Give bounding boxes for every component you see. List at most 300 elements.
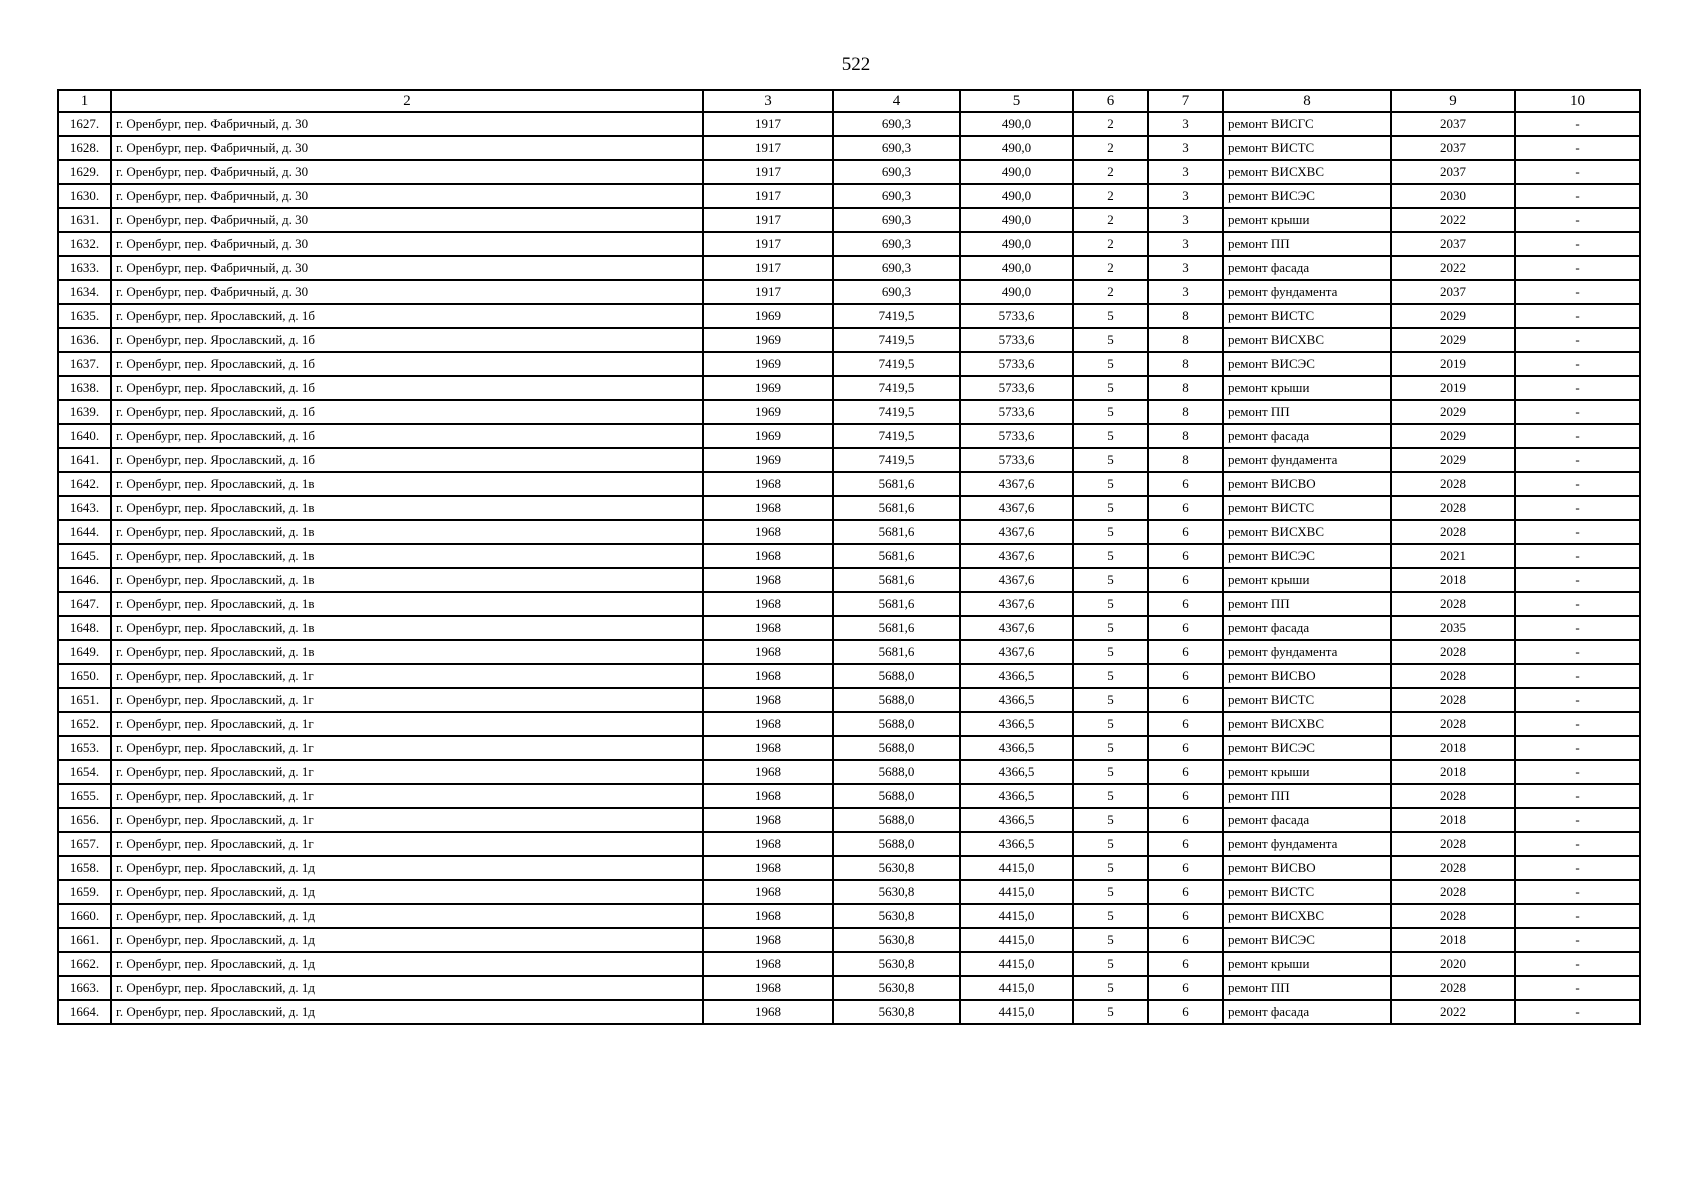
entrances-cell: 6	[1148, 568, 1223, 592]
total-area-cell: 5681,6	[833, 592, 960, 616]
entrances-cell: 6	[1148, 640, 1223, 664]
total-area-cell: 5688,0	[833, 832, 960, 856]
planned-year-cell: 2028	[1391, 592, 1515, 616]
floors-cell: 2	[1073, 112, 1148, 136]
address-cell: г. Оренбург, пер. Ярославский, д. 1г	[111, 736, 703, 760]
total-area-cell: 5688,0	[833, 664, 960, 688]
table-row	[58, 712, 1640, 736]
entrances-cell: 3	[1148, 184, 1223, 208]
address-cell: г. Оренбург, пер. Ярославский, д. 1г	[111, 832, 703, 856]
note-cell: -	[1515, 232, 1640, 256]
work-type-cell: ремонт крыши	[1223, 760, 1391, 784]
row-number-cell: 1661.	[58, 928, 111, 952]
row-number-cell: 1640.	[58, 424, 111, 448]
work-type-cell: ремонт фасада	[1223, 808, 1391, 832]
table-row	[58, 496, 1640, 520]
row-number-cell: 1631.	[58, 208, 111, 232]
total-area-cell: 7419,5	[833, 400, 960, 424]
row-number-cell: 1629.	[58, 160, 111, 184]
address-cell: г. Оренбург, пер. Фабричный, д. 30	[111, 232, 703, 256]
row-number-cell: 1638.	[58, 376, 111, 400]
note-cell: -	[1515, 616, 1640, 640]
note-cell: -	[1515, 784, 1640, 808]
entrances-cell: 6	[1148, 928, 1223, 952]
address-cell: г. Оренбург, пер. Ярославский, д. 1г	[111, 712, 703, 736]
year-built-cell: 1917	[703, 160, 833, 184]
living-area-cell: 4415,0	[960, 1000, 1073, 1024]
note-cell: -	[1515, 976, 1640, 1000]
address-cell: г. Оренбург, пер. Фабричный, д. 30	[111, 184, 703, 208]
table-row	[58, 424, 1640, 448]
total-area-cell: 5688,0	[833, 712, 960, 736]
floors-cell: 5	[1073, 304, 1148, 328]
planned-year-cell: 2037	[1391, 232, 1515, 256]
year-built-cell: 1968	[703, 592, 833, 616]
year-built-cell: 1968	[703, 616, 833, 640]
table-row	[58, 328, 1640, 352]
planned-year-cell: 2028	[1391, 856, 1515, 880]
planned-year-cell: 2037	[1391, 280, 1515, 304]
work-type-cell: ремонт фасада	[1223, 256, 1391, 280]
planned-year-cell: 2019	[1391, 376, 1515, 400]
planned-year-cell: 2021	[1391, 544, 1515, 568]
table-row	[58, 184, 1640, 208]
table-body	[58, 112, 1640, 1024]
planned-year-cell: 2028	[1391, 832, 1515, 856]
note-cell: -	[1515, 640, 1640, 664]
work-type-cell: ремонт ВИСЭС	[1223, 184, 1391, 208]
table-row	[58, 160, 1640, 184]
work-type-cell: ремонт ВИСЭС	[1223, 736, 1391, 760]
total-area-cell: 5630,8	[833, 904, 960, 928]
address-cell: г. Оренбург, пер. Ярославский, д. 1д	[111, 976, 703, 1000]
work-type-cell: ремонт ВИСХВС	[1223, 712, 1391, 736]
living-area-cell: 4415,0	[960, 952, 1073, 976]
note-cell: -	[1515, 664, 1640, 688]
year-built-cell: 1968	[703, 640, 833, 664]
note-cell: -	[1515, 472, 1640, 496]
address-cell: г. Оренбург, пер. Фабричный, д. 30	[111, 208, 703, 232]
work-type-cell: ремонт ПП	[1223, 784, 1391, 808]
work-type-cell: ремонт ВИСВО	[1223, 856, 1391, 880]
entrances-cell: 8	[1148, 424, 1223, 448]
note-cell: -	[1515, 544, 1640, 568]
work-type-cell: ремонт фасада	[1223, 1000, 1391, 1024]
note-cell: -	[1515, 928, 1640, 952]
living-area-cell: 4415,0	[960, 880, 1073, 904]
total-area-cell: 690,3	[833, 256, 960, 280]
work-type-cell: ремонт ВИСЭС	[1223, 352, 1391, 376]
row-number-cell: 1635.	[58, 304, 111, 328]
address-cell: г. Оренбург, пер. Ярославский, д. 1б	[111, 376, 703, 400]
table-row	[58, 400, 1640, 424]
work-type-cell: ремонт ВИСТС	[1223, 496, 1391, 520]
row-number-cell: 1647.	[58, 592, 111, 616]
address-cell: г. Оренбург, пер. Фабричный, д. 30	[111, 160, 703, 184]
note-cell: -	[1515, 592, 1640, 616]
year-built-cell: 1968	[703, 880, 833, 904]
living-area-cell: 490,0	[960, 232, 1073, 256]
column-header: 4	[833, 90, 960, 112]
living-area-cell: 4366,5	[960, 688, 1073, 712]
planned-year-cell: 2037	[1391, 160, 1515, 184]
floors-cell: 5	[1073, 640, 1148, 664]
living-area-cell: 4367,6	[960, 592, 1073, 616]
table-row	[58, 808, 1640, 832]
note-cell: -	[1515, 832, 1640, 856]
entrances-cell: 6	[1148, 976, 1223, 1000]
year-built-cell: 1968	[703, 832, 833, 856]
living-area-cell: 4367,6	[960, 568, 1073, 592]
living-area-cell: 5733,6	[960, 376, 1073, 400]
total-area-cell: 5688,0	[833, 688, 960, 712]
year-built-cell: 1968	[703, 472, 833, 496]
floors-cell: 5	[1073, 688, 1148, 712]
note-cell: -	[1515, 568, 1640, 592]
total-area-cell: 7419,5	[833, 376, 960, 400]
table-row	[58, 760, 1640, 784]
work-type-cell: ремонт фундамента	[1223, 280, 1391, 304]
address-cell: г. Оренбург, пер. Ярославский, д. 1г	[111, 760, 703, 784]
total-area-cell: 5688,0	[833, 736, 960, 760]
entrances-cell: 6	[1148, 904, 1223, 928]
row-number-cell: 1637.	[58, 352, 111, 376]
planned-year-cell: 2029	[1391, 328, 1515, 352]
table-row	[58, 376, 1640, 400]
address-cell: г. Оренбург, пер. Ярославский, д. 1в	[111, 568, 703, 592]
year-built-cell: 1917	[703, 136, 833, 160]
work-type-cell: ремонт ВИСХВС	[1223, 328, 1391, 352]
floors-cell: 5	[1073, 1000, 1148, 1024]
column-header: 3	[703, 90, 833, 112]
planned-year-cell: 2028	[1391, 880, 1515, 904]
total-area-cell: 5630,8	[833, 976, 960, 1000]
planned-year-cell: 2022	[1391, 1000, 1515, 1024]
note-cell: -	[1515, 328, 1640, 352]
address-cell: г. Оренбург, пер. Фабричный, д. 30	[111, 280, 703, 304]
total-area-cell: 5688,0	[833, 760, 960, 784]
living-area-cell: 5733,6	[960, 400, 1073, 424]
living-area-cell: 490,0	[960, 280, 1073, 304]
address-cell: г. Оренбург, пер. Фабричный, д. 30	[111, 136, 703, 160]
note-cell: -	[1515, 400, 1640, 424]
living-area-cell: 5733,6	[960, 448, 1073, 472]
address-cell: г. Оренбург, пер. Ярославский, д. 1д	[111, 928, 703, 952]
row-number-cell: 1650.	[58, 664, 111, 688]
note-cell: -	[1515, 136, 1640, 160]
note-cell: -	[1515, 280, 1640, 304]
work-type-cell: ремонт фундамента	[1223, 832, 1391, 856]
year-built-cell: 1968	[703, 784, 833, 808]
entrances-cell: 6	[1148, 856, 1223, 880]
floors-cell: 5	[1073, 784, 1148, 808]
row-number-cell: 1662.	[58, 952, 111, 976]
planned-year-cell: 2028	[1391, 664, 1515, 688]
year-built-cell: 1969	[703, 328, 833, 352]
row-number-cell: 1636.	[58, 328, 111, 352]
total-area-cell: 5630,8	[833, 856, 960, 880]
table-row	[58, 568, 1640, 592]
column-header: 8	[1223, 90, 1391, 112]
planned-year-cell: 2028	[1391, 712, 1515, 736]
row-number-cell: 1633.	[58, 256, 111, 280]
entrances-cell: 8	[1148, 352, 1223, 376]
total-area-cell: 7419,5	[833, 352, 960, 376]
address-cell: г. Оренбург, пер. Ярославский, д. 1б	[111, 400, 703, 424]
entrances-cell: 6	[1148, 688, 1223, 712]
note-cell: -	[1515, 736, 1640, 760]
row-number-cell: 1639.	[58, 400, 111, 424]
work-type-cell: ремонт ВИСХВС	[1223, 160, 1391, 184]
year-built-cell: 1917	[703, 208, 833, 232]
table-row	[58, 784, 1640, 808]
entrances-cell: 6	[1148, 712, 1223, 736]
note-cell: -	[1515, 496, 1640, 520]
note-cell: -	[1515, 856, 1640, 880]
year-built-cell: 1917	[703, 256, 833, 280]
floors-cell: 5	[1073, 808, 1148, 832]
row-number-cell: 1641.	[58, 448, 111, 472]
row-number-cell: 1654.	[58, 760, 111, 784]
page-number: 522	[841, 54, 871, 75]
planned-year-cell: 2018	[1391, 928, 1515, 952]
planned-year-cell: 2019	[1391, 352, 1515, 376]
row-number-cell: 1655.	[58, 784, 111, 808]
repair-schedule-table	[57, 89, 1641, 1025]
entrances-cell: 6	[1148, 808, 1223, 832]
row-number-cell: 1630.	[58, 184, 111, 208]
entrances-cell: 3	[1148, 208, 1223, 232]
floors-cell: 5	[1073, 664, 1148, 688]
address-cell: г. Оренбург, пер. Ярославский, д. 1г	[111, 688, 703, 712]
total-area-cell: 5681,6	[833, 640, 960, 664]
living-area-cell: 5733,6	[960, 328, 1073, 352]
planned-year-cell: 2030	[1391, 184, 1515, 208]
living-area-cell: 4415,0	[960, 976, 1073, 1000]
note-cell: -	[1515, 712, 1640, 736]
note-cell: -	[1515, 256, 1640, 280]
total-area-cell: 7419,5	[833, 304, 960, 328]
living-area-cell: 4367,6	[960, 544, 1073, 568]
year-built-cell: 1917	[703, 232, 833, 256]
total-area-cell: 690,3	[833, 232, 960, 256]
row-number-cell: 1628.	[58, 136, 111, 160]
note-cell: -	[1515, 952, 1640, 976]
year-built-cell: 1969	[703, 400, 833, 424]
table-row	[58, 112, 1640, 136]
living-area-cell: 4366,5	[960, 712, 1073, 736]
floors-cell: 5	[1073, 952, 1148, 976]
entrances-cell: 6	[1148, 592, 1223, 616]
total-area-cell: 690,3	[833, 184, 960, 208]
address-cell: г. Оренбург, пер. Ярославский, д. 1в	[111, 616, 703, 640]
year-built-cell: 1968	[703, 1000, 833, 1024]
address-cell: г. Оренбург, пер. Ярославский, д. 1б	[111, 304, 703, 328]
year-built-cell: 1968	[703, 568, 833, 592]
year-built-cell: 1968	[703, 976, 833, 1000]
planned-year-cell: 2029	[1391, 304, 1515, 328]
table-row	[58, 544, 1640, 568]
address-cell: г. Оренбург, пер. Ярославский, д. 1в	[111, 496, 703, 520]
planned-year-cell: 2018	[1391, 568, 1515, 592]
floors-cell: 5	[1073, 832, 1148, 856]
column-header: 5	[960, 90, 1073, 112]
work-type-cell: ремонт ПП	[1223, 400, 1391, 424]
note-cell: -	[1515, 424, 1640, 448]
table-row	[58, 136, 1640, 160]
work-type-cell: ремонт ПП	[1223, 976, 1391, 1000]
floors-cell: 5	[1073, 472, 1148, 496]
year-built-cell: 1968	[703, 952, 833, 976]
note-cell: -	[1515, 760, 1640, 784]
work-type-cell: ремонт ВИСТС	[1223, 880, 1391, 904]
note-cell: -	[1515, 352, 1640, 376]
work-type-cell: ремонт ПП	[1223, 232, 1391, 256]
work-type-cell: ремонт ВИСТС	[1223, 136, 1391, 160]
row-number-cell: 1627.	[58, 112, 111, 136]
planned-year-cell: 2022	[1391, 256, 1515, 280]
row-number-cell: 1649.	[58, 640, 111, 664]
living-area-cell: 5733,6	[960, 424, 1073, 448]
entrances-cell: 6	[1148, 760, 1223, 784]
address-cell: г. Оренбург, пер. Ярославский, д. 1г	[111, 784, 703, 808]
table-row	[58, 352, 1640, 376]
living-area-cell: 4366,5	[960, 832, 1073, 856]
note-cell: -	[1515, 376, 1640, 400]
note-cell: -	[1515, 808, 1640, 832]
planned-year-cell: 2028	[1391, 472, 1515, 496]
table-row	[58, 208, 1640, 232]
row-number-cell: 1659.	[58, 880, 111, 904]
work-type-cell: ремонт ВИСХВС	[1223, 520, 1391, 544]
living-area-cell: 490,0	[960, 136, 1073, 160]
table-row	[58, 472, 1640, 496]
year-built-cell: 1968	[703, 760, 833, 784]
note-cell: -	[1515, 208, 1640, 232]
row-number-cell: 1646.	[58, 568, 111, 592]
address-cell: г. Оренбург, пер. Ярославский, д. 1г	[111, 664, 703, 688]
row-number-cell: 1660.	[58, 904, 111, 928]
note-cell: -	[1515, 904, 1640, 928]
year-built-cell: 1969	[703, 304, 833, 328]
planned-year-cell: 2029	[1391, 448, 1515, 472]
table-row	[58, 904, 1640, 928]
address-cell: г. Оренбург, пер. Ярославский, д. 1в	[111, 640, 703, 664]
row-number-cell: 1632.	[58, 232, 111, 256]
planned-year-cell: 2028	[1391, 640, 1515, 664]
floors-cell: 5	[1073, 928, 1148, 952]
address-cell: г. Оренбург, пер. Ярославский, д. 1д	[111, 880, 703, 904]
floors-cell: 5	[1073, 544, 1148, 568]
address-cell: г. Оренбург, пер. Ярославский, д. 1в	[111, 520, 703, 544]
work-type-cell: ремонт ВИСВО	[1223, 472, 1391, 496]
living-area-cell: 5733,6	[960, 352, 1073, 376]
table-row	[58, 736, 1640, 760]
living-area-cell: 4366,5	[960, 736, 1073, 760]
entrances-cell: 3	[1148, 280, 1223, 304]
planned-year-cell: 2029	[1391, 400, 1515, 424]
year-built-cell: 1968	[703, 736, 833, 760]
table-row	[58, 520, 1640, 544]
address-cell: г. Оренбург, пер. Фабричный, д. 30	[111, 112, 703, 136]
planned-year-cell: 2022	[1391, 208, 1515, 232]
table-row	[58, 232, 1640, 256]
living-area-cell: 4366,5	[960, 784, 1073, 808]
entrances-cell: 8	[1148, 376, 1223, 400]
column-header: 2	[111, 90, 703, 112]
column-header: 7	[1148, 90, 1223, 112]
total-area-cell: 7419,5	[833, 424, 960, 448]
floors-cell: 5	[1073, 760, 1148, 784]
planned-year-cell: 2028	[1391, 688, 1515, 712]
entrances-cell: 6	[1148, 616, 1223, 640]
floors-cell: 2	[1073, 184, 1148, 208]
table-row	[58, 688, 1640, 712]
note-cell: -	[1515, 520, 1640, 544]
total-area-cell: 5630,8	[833, 1000, 960, 1024]
row-number-cell: 1648.	[58, 616, 111, 640]
living-area-cell: 4367,6	[960, 520, 1073, 544]
work-type-cell: ремонт ВИСЭС	[1223, 928, 1391, 952]
entrances-cell: 8	[1148, 448, 1223, 472]
address-cell: г. Оренбург, пер. Ярославский, д. 1д	[111, 856, 703, 880]
total-area-cell: 690,3	[833, 160, 960, 184]
floors-cell: 2	[1073, 160, 1148, 184]
table-row	[58, 592, 1640, 616]
header-row	[58, 90, 1640, 112]
work-type-cell: ремонт крыши	[1223, 208, 1391, 232]
row-number-cell: 1656.	[58, 808, 111, 832]
year-built-cell: 1968	[703, 688, 833, 712]
year-built-cell: 1969	[703, 448, 833, 472]
address-cell: г. Оренбург, пер. Фабричный, д. 30	[111, 256, 703, 280]
work-type-cell: ремонт крыши	[1223, 568, 1391, 592]
entrances-cell: 6	[1148, 544, 1223, 568]
living-area-cell: 490,0	[960, 112, 1073, 136]
total-area-cell: 5630,8	[833, 952, 960, 976]
table-row	[58, 1000, 1640, 1024]
total-area-cell: 5681,6	[833, 544, 960, 568]
total-area-cell: 5681,6	[833, 520, 960, 544]
address-cell: г. Оренбург, пер. Ярославский, д. 1д	[111, 952, 703, 976]
floors-cell: 5	[1073, 448, 1148, 472]
planned-year-cell: 2028	[1391, 976, 1515, 1000]
address-cell: г. Оренбург, пер. Ярославский, д. 1б	[111, 448, 703, 472]
table-row	[58, 616, 1640, 640]
table-row	[58, 880, 1640, 904]
address-cell: г. Оренбург, пер. Ярославский, д. 1д	[111, 904, 703, 928]
floors-cell: 5	[1073, 568, 1148, 592]
year-built-cell: 1968	[703, 904, 833, 928]
work-type-cell: ремонт крыши	[1223, 376, 1391, 400]
living-area-cell: 4415,0	[960, 928, 1073, 952]
table-row	[58, 256, 1640, 280]
living-area-cell: 490,0	[960, 256, 1073, 280]
column-header: 10	[1515, 90, 1640, 112]
total-area-cell: 5681,6	[833, 472, 960, 496]
table-row	[58, 856, 1640, 880]
year-built-cell: 1968	[703, 664, 833, 688]
floors-cell: 5	[1073, 496, 1148, 520]
work-type-cell: ремонт ВИСЭС	[1223, 544, 1391, 568]
floors-cell: 5	[1073, 880, 1148, 904]
living-area-cell: 4367,6	[960, 640, 1073, 664]
entrances-cell: 6	[1148, 736, 1223, 760]
table-row	[58, 832, 1640, 856]
total-area-cell: 5681,6	[833, 616, 960, 640]
living-area-cell: 4366,5	[960, 808, 1073, 832]
total-area-cell: 5688,0	[833, 808, 960, 832]
